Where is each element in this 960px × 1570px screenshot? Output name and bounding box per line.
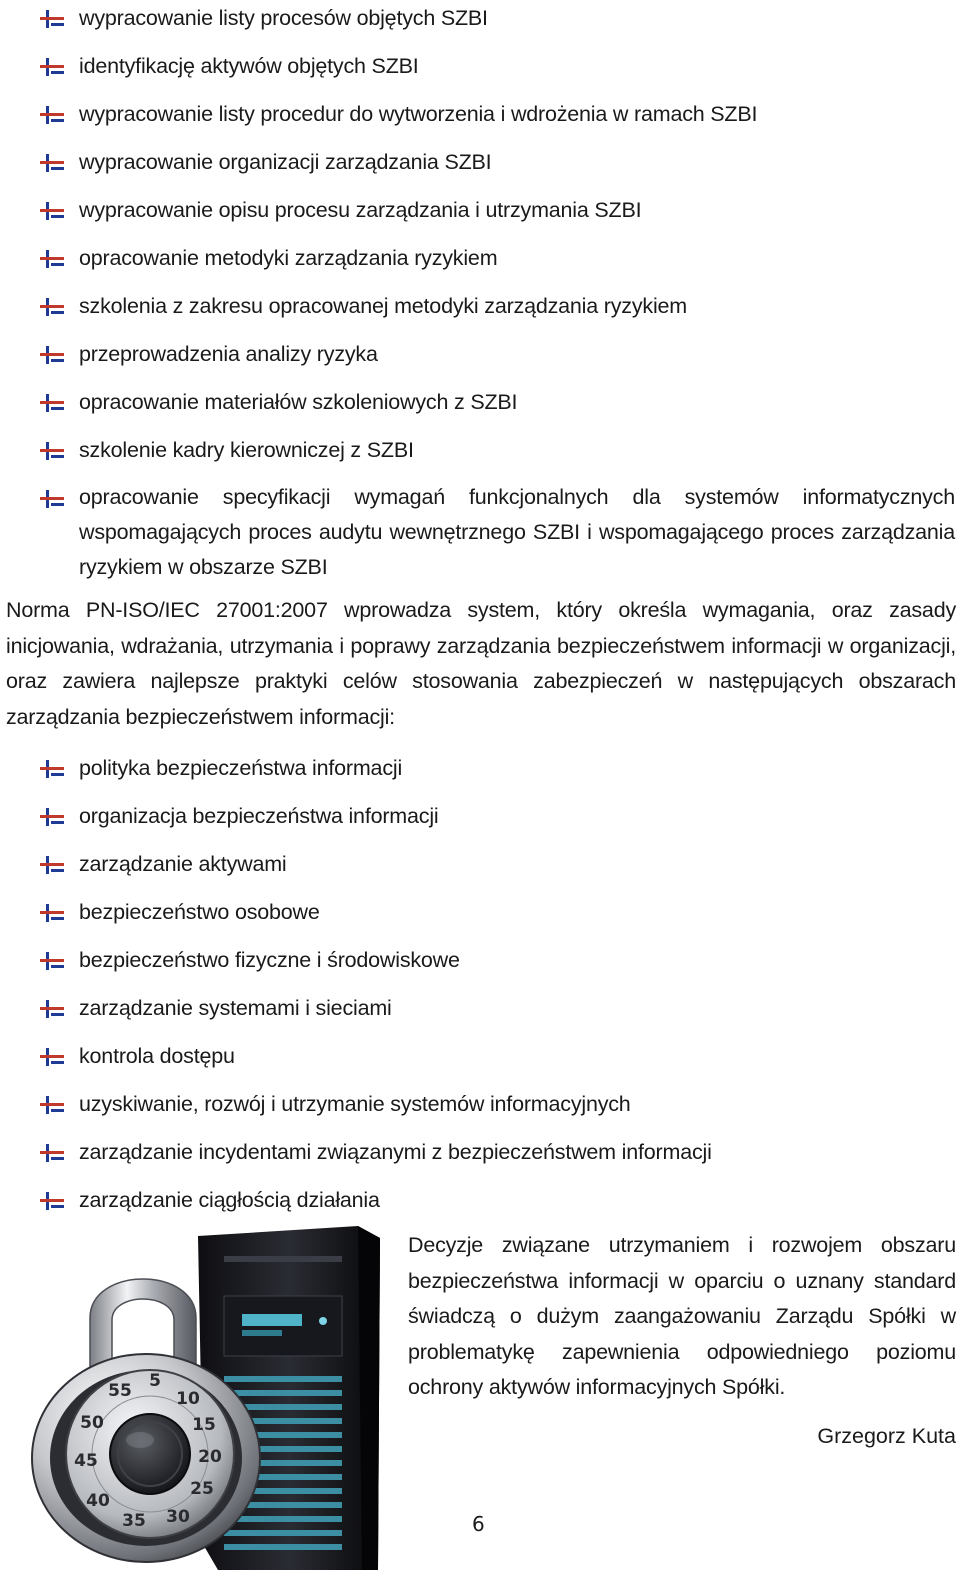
arrow-bullet-icon xyxy=(40,106,64,124)
dial-number: 35 xyxy=(122,1511,146,1531)
arrow-bullet-icon xyxy=(40,442,64,460)
padlock-server-illustration xyxy=(28,1226,392,1570)
task-list xyxy=(0,0,960,585)
dial-number: 50 xyxy=(80,1413,104,1433)
arrow-bullet-icon xyxy=(40,856,64,874)
arrow-bullet-icon xyxy=(40,250,64,268)
closing-statement: Decyzje związane utrzymaniem i rozwojem obszaru bezpieczeństwa informacji w oparciu o uznany standard świadczą o dużym zaangażowaniu Zarządu Spółki w problematykę zapewnienia odpowiedniego poziomu ochrony aktywów informacyjnych Spółki. xyxy=(408,1233,956,1399)
arrow-bullet-icon xyxy=(40,346,64,364)
list-item: przeprowadzenia analizy ryzyka xyxy=(0,336,960,384)
list-item: wypracowanie listy procesów objętych SZBI xyxy=(0,0,960,48)
dial-number: 10 xyxy=(176,1389,200,1409)
arrow-bullet-icon xyxy=(40,154,64,172)
list-item: szkolenie kadry kierowniczej z SZBI xyxy=(0,432,960,480)
list-item: bezpieczeństwo osobowe xyxy=(0,894,960,942)
page-number: 6 xyxy=(472,1512,485,1536)
dial-number: 45 xyxy=(74,1451,98,1471)
dial-number: 55 xyxy=(108,1381,132,1401)
list-item: opracowanie specyfikacji wymagań funkcjonalnych dla systemów informatycznych wspomagających proces audytu wewnętrznego SZBI i wspomagającego proces zarządzania ryzykiem w obszarze SZBI xyxy=(0,480,960,585)
arrow-bullet-icon xyxy=(40,1096,64,1114)
list-item: zarządzanie systemami i sieciami xyxy=(0,990,960,1038)
arrow-bullet-icon xyxy=(40,760,64,778)
list-item: szkolenia z zakresu opracowanej metodyki zarządzania ryzykiem xyxy=(0,288,960,336)
author-signature: Grzegorz Kuta xyxy=(817,1424,956,1448)
arrow-bullet-icon xyxy=(40,904,64,922)
arrow-bullet-icon xyxy=(40,1192,64,1210)
arrow-bullet-icon xyxy=(40,1000,64,1018)
arrow-bullet-icon xyxy=(40,298,64,316)
dial-number: 20 xyxy=(198,1447,222,1467)
list-item: wypracowanie organizacji zarządzania SZBI xyxy=(0,144,960,192)
security-areas-list xyxy=(0,750,960,1230)
list-item: opracowanie materiałów szkoleniowych z SZBI xyxy=(0,384,960,432)
list-item: kontrola dostępu xyxy=(0,1038,960,1086)
dial-number: 25 xyxy=(190,1479,214,1499)
list-item: bezpieczeństwo fizyczne i środowiskowe xyxy=(0,942,960,990)
arrow-bullet-icon xyxy=(40,808,64,826)
list-item: zarządzanie aktywami xyxy=(0,846,960,894)
dial-number: 30 xyxy=(166,1507,190,1527)
dial-number: 5 xyxy=(149,1371,161,1391)
list-item: zarządzanie incydentami związanymi z bezpieczeństwem informacji xyxy=(0,1134,960,1182)
dial-number: 15 xyxy=(192,1415,216,1435)
list-item: wypracowanie listy procedur do wytworzenia i wdrożenia w ramach SZBI xyxy=(0,96,960,144)
body-paragraph: Norma PN-ISO/IEC 27001:2007 wprowadza system, który określa wymagania, oraz zasady inicjowania, wdrażania, utrzymania i poprawy zarządzania bezpieczeństwem informacji w organizacji, oraz zawiera najlepsze praktyki celów stosowania zabezpieczeń w następujących obszarach zarządzania bezpieczeństwem informacji: xyxy=(6,598,956,729)
arrow-bullet-icon xyxy=(40,1144,64,1162)
list-item: zarządzanie ciągłością działania xyxy=(0,1182,960,1230)
arrow-bullet-icon xyxy=(40,394,64,412)
arrow-bullet-icon xyxy=(40,202,64,220)
list-item: polityka bezpieczeństwa informacji xyxy=(0,750,960,798)
arrow-bullet-icon xyxy=(40,1048,64,1066)
list-item: uzyskiwanie, rozwój i utrzymanie systemów informacyjnych xyxy=(0,1086,960,1134)
list-item: organizacja bezpieczeństwa informacji xyxy=(0,798,960,846)
arrow-bullet-icon xyxy=(40,58,64,76)
list-item: opracowanie metodyki zarządzania ryzykiem xyxy=(0,240,960,288)
arrow-bullet-icon xyxy=(40,10,64,28)
arrow-bullet-icon xyxy=(40,952,64,970)
list-item: identyfikację aktywów objętych SZBI xyxy=(0,48,960,96)
list-item: wypracowanie opisu procesu zarządzania i utrzymania SZBI xyxy=(0,192,960,240)
dial-number: 40 xyxy=(86,1491,110,1511)
arrow-bullet-icon xyxy=(40,490,64,508)
